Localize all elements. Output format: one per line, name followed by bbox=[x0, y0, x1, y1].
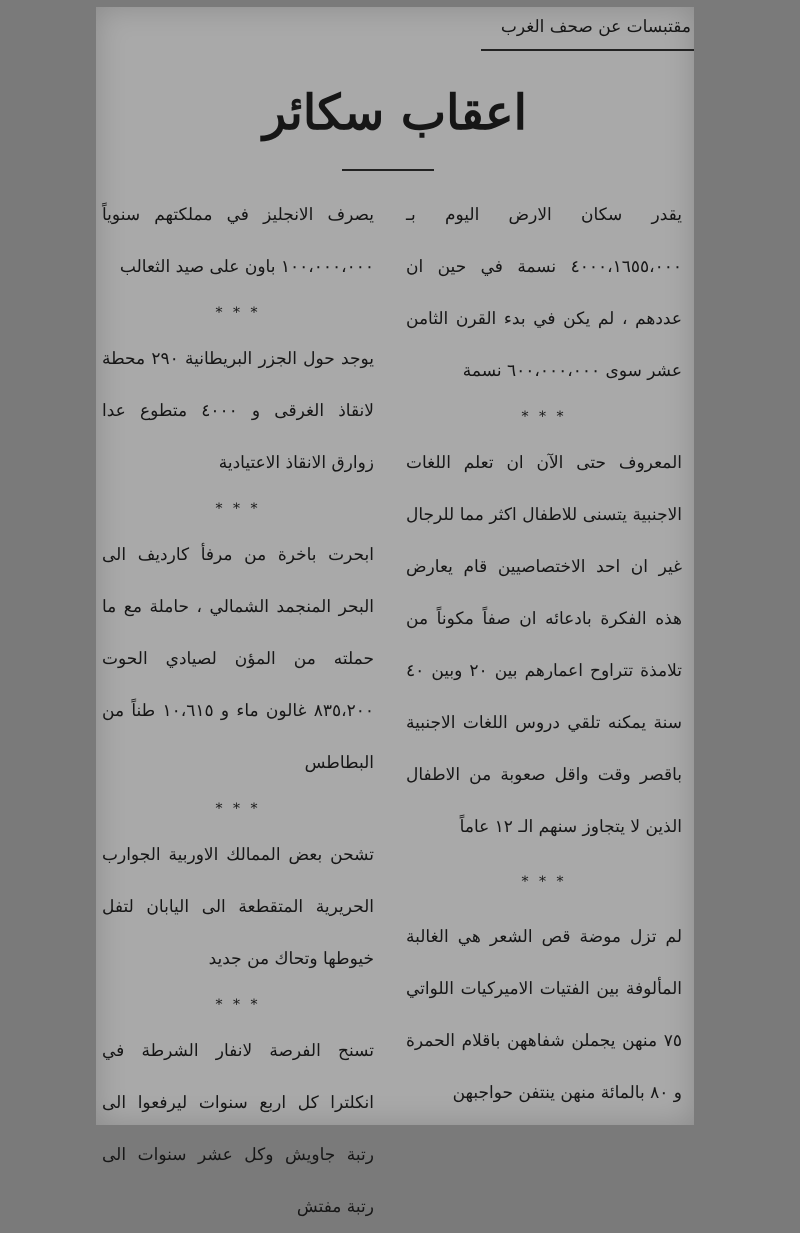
section-rule bbox=[481, 49, 694, 51]
separator: * * * bbox=[215, 305, 261, 321]
title-rule bbox=[342, 169, 434, 171]
separator: * * * bbox=[521, 874, 567, 890]
article-rescue-stations: يوجد حول الجزر البريطانية ٢٩٠ محطة لانقاذ الغرقى و ٤٠٠٠ متطوع عدا زوارق الانقاذ الاعتيادية bbox=[102, 349, 374, 473]
article-population: يقدر سكان الارض اليوم بـ ٤٠٠٠،١٦٥٥،٠٠٠ نسمة في حين ان عددهم ، لم يكن في بدء القرن الثامن عشر سوى ٦٠٠،٠٠٠،٠٠٠ نسمة bbox=[406, 205, 682, 381]
article-fox-hunting: يصرف الانجليز في مملكتهم سنوياً ١٠٠،٠٠٠،٠٠٠ باون على صيد الثعالب bbox=[102, 205, 374, 277]
page-title: اعقاب سكائر bbox=[263, 85, 527, 141]
newspaper-page bbox=[96, 7, 694, 1217]
section-label: مقتبسات عن صحف الغرب bbox=[500, 17, 691, 37]
separator: * * * bbox=[215, 801, 261, 817]
separator: * * * bbox=[521, 409, 567, 425]
left-column bbox=[102, 189, 374, 1233]
right-column bbox=[406, 189, 682, 1119]
article-languages: المعروف حتى الآن ان تعلم اللغات الاجنبية يتسنى للاطفال اكثر مما للرجال غير ان احد الاختصاصيين قام يعارض هذه الفكرة بادعائه ان صفاً مكوناً من تلامذة تتراوح اعمارهم بين ٢٠ وبين ٤٠ سنة يمكنه تلقي دروس اللغات الاجنبية باقصر وقت واقل صعوبة من الاطفال الذين لا يتجاوز سنهم الـ ١٢ عاماً bbox=[406, 453, 682, 837]
article-police: تسنح الفرصة لانفار الشرطة في انكلترا كل اربع سنوات ليرفعوا الى رتبة جاويش وكل عشر سنوات الى رتبة مفتش bbox=[102, 1041, 374, 1217]
article-ship-cardiff: ابحرت باخرة من مرفأ كارديف الى البحر المنجمد الشمالي ، حاملة مع ما حملته من المؤن لصيادي الحوت ٨٣٥،٢٠٠ غالون ماء و ١٠،٦١٥ طناً من البطاطس bbox=[102, 545, 375, 773]
separator: * * * bbox=[215, 997, 261, 1013]
article-fashion: لم تزل موضة قص الشعر هي الغالبة المألوفة بين الفتيات الاميركيات اللواتي ٧٥ منهن يجملن شفاههن باقلام الحمرة و ٨٠ بالمائة منهن ينتفن حواجبهن bbox=[406, 927, 682, 1103]
article-silk-stockings: تشحن بعض الممالك الاوربية الجوارب الحريرية المتقطعة الى اليابان لتفل خيوطها وتحاك من جديد bbox=[102, 845, 374, 969]
separator: * * * bbox=[215, 501, 261, 517]
